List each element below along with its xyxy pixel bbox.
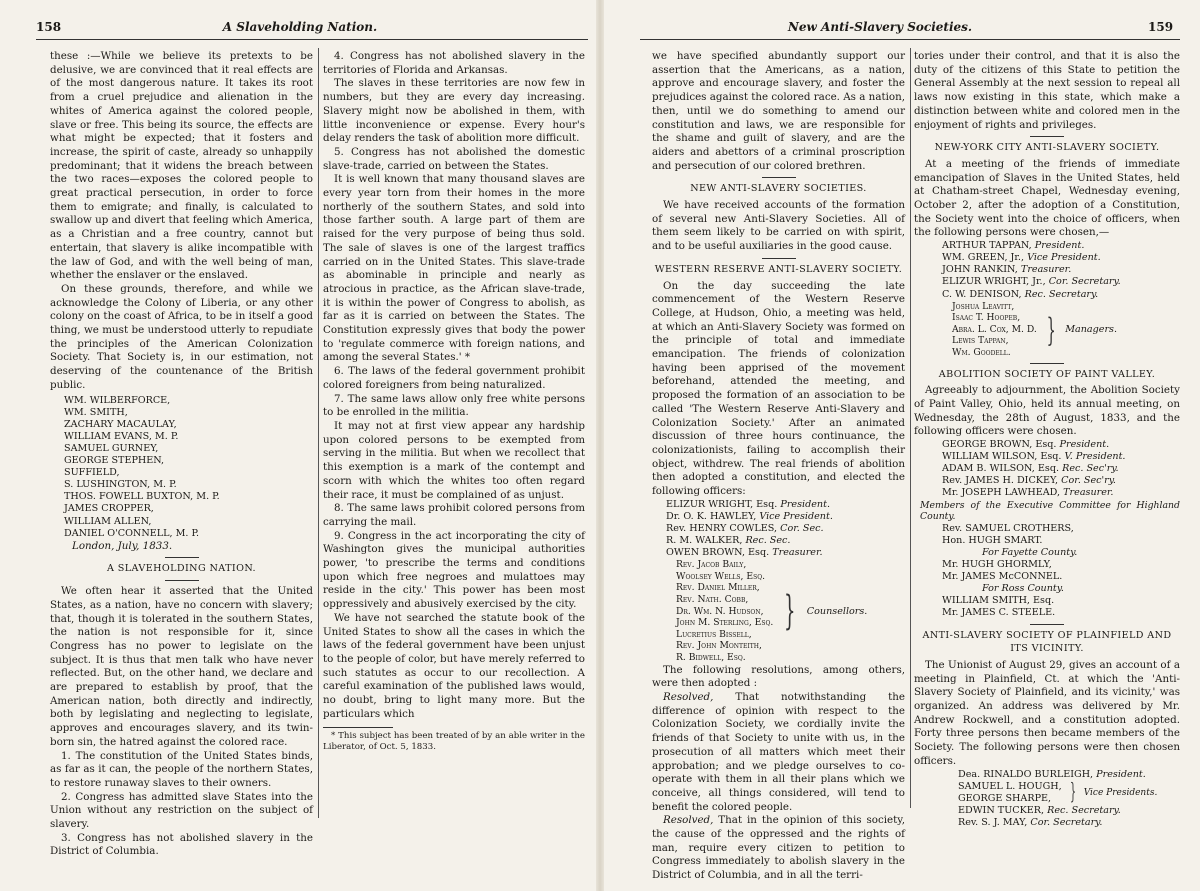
counsellor: Dr. Wm. N. Hudson, <box>676 605 764 617</box>
officer: Dr. O. K. HAWLEY, Vice President. <box>666 510 833 522</box>
officer: GEORGE SHARPE, <box>958 792 1052 804</box>
section-rule <box>1030 136 1064 137</box>
section-rule <box>1030 624 1064 625</box>
section-heading: ANTI-SLAVERY SOCIETY OF PLAINFIELD AND ITS VICINITY. <box>922 629 1172 655</box>
officer: Mr. JOSEPH LAWHEAD, Treasurer. <box>942 487 1114 499</box>
member: Rev. SAMUEL CROTHERS, <box>942 522 1074 534</box>
officer: C. W. DENISON, Rec. Secretary. <box>942 288 1099 300</box>
paragraph: 2. Congress has admitted slave States into the Union without any restriction on the subject of slavery. <box>50 790 313 831</box>
counsellor: R. Bidwell, Esq. <box>676 652 746 664</box>
right-column-1 <box>652 50 905 883</box>
signer: S. LUSHINGTON, M. P. <box>64 479 177 491</box>
paragraph: Resolved, That in the opinion of this society, the cause of the oppressed and the rights of man, require every citizen to petition to Congress immediately to abolish slavery in the District of Columbia, and in all the terri- <box>652 814 905 882</box>
officer-list <box>914 769 1180 829</box>
paragraph: 3. Congress has not abolished slavery in the District of Columbia. <box>50 831 313 858</box>
paragraph: 7. The same laws allow only free white persons to be enrolled in the militia. <box>323 392 585 419</box>
column-divider <box>318 48 319 818</box>
manager: Lewis Tappan, <box>952 335 1009 347</box>
paragraph: We often hear it asserted that the United States, as a nation, have no concern with slavery; that, though it is tolerated in the southern States, the nation is not responsible for it, since Congress has no power to legislate on the subject. It is thus that men talk who have never reflected. But, on the other hand, we declare and are prepared to establish by proof, that the American nation, both directly and indirectly, both by legislating and neglecting to legislate, approves and encourages slavery, and its twin-born sin, the hatred against the colored race. <box>50 585 313 748</box>
manager: Joshua Leavitt, <box>952 300 1015 312</box>
paragraph: The slaves in these territories are now few in numbers, but they are every day increasing. Slavery might now be abolished in them, with little inconvenience or expense. Every hour's delay renders the task of abolition more difficult. <box>323 77 585 145</box>
paragraph: 9. Congress in the act incorporating the city of Washington gives the municipal authorities power, 'to prescribe the terms and conditions upon which free negroes and mulattoes may reside in the city.' This power has been most oppressively and abusively exercised by the city. <box>323 529 585 611</box>
officer-list <box>914 240 1180 300</box>
member: Mr. HUGH GHORMLY, <box>942 559 1052 571</box>
paragraph: these :—While we believe its pretexts to be delusive, we are convinced that it real effects are of the most dangerous nature. It takes its root from a cruel prejudice and alienation in the whites of America against the colored people, slave or free. This being its source, the effects are what might be expected; that it fosters and increase, the spirit of caste, already so unhappily predominant; that it widens the breach between the two races—exposes the colored people to great practical persecution, in order to force them to emigrate; and finally, is calculated to swallow up and divert that feeling which America, as a Christian and a free country, cannot but entertain, that slavery is alike incompatible with the law of God, and with the well being of man, whether the enslaver or the enslaved. <box>50 50 313 282</box>
signer: WM. WILBERFORCE, <box>64 394 171 406</box>
counsellor: Rev. Nath. Cobb, <box>676 594 749 606</box>
header-rule <box>36 39 588 40</box>
officer: Rev. S. J. MAY, Cor. Secretary. <box>958 816 1103 828</box>
paragraph: Resolved, That notwithstanding the difference of opinion with respect to the Colonization Society, we cordially invite the friends of that Society to unite with us, in the prosecution of all matters which meet their approbation; and we pledge ourselves to co-operate with them in all their plans which we conceive, all things considered, will tend to benefit the colored people. <box>652 691 905 813</box>
paragraph: 4. Congress has not abolished slavery in the territories of Florida and Arkansas. <box>323 50 585 76</box>
running-head: New Anti-Slavery Societies. <box>787 20 973 34</box>
paragraph: tories under their control, and that it is also the duty of the citizens of this State to petition the General Assembly at the next session to repeal all laws now existing in this state, which make a distinction between white and colored men in the enjoyment of rights and privileges. <box>914 50 1180 131</box>
right-page <box>600 0 1200 891</box>
committee-list <box>914 523 1180 620</box>
officer: ADAM B. WILSON, Esq. Rec. Sec'ry. <box>942 463 1119 475</box>
counsellor: Woolsey Wells, Esq. <box>676 570 766 582</box>
brace-mark: } <box>1069 779 1076 805</box>
section-rule <box>1030 363 1064 364</box>
paragraph: The following resolutions, among others, were then adopted : <box>652 663 905 690</box>
manager: Abra. L. Cox, M. D. <box>952 323 1037 335</box>
signer: SUFFIELD, <box>64 467 120 479</box>
counsellors-label: Counsellors. <box>806 605 868 617</box>
section-rule <box>762 258 796 259</box>
manager: Isaac T. Hoopeb, <box>952 312 1021 324</box>
member: WILLIAM SMITH, Esq. <box>942 595 1055 607</box>
section-heading: NEW-YORK CITY ANTI-SLAVERY SOCIETY. <box>934 142 1160 154</box>
officer: OWEN BROWN, Esq. Treasurer. <box>666 547 823 559</box>
brace-mark: } <box>1046 310 1056 349</box>
officer: ELIZUR WRIGHT, Esq. President. <box>666 498 830 510</box>
officer: Rev. JAMES H. DICKEY, Cor. Sec'ry. <box>942 475 1116 487</box>
officer: R. M. WALKER, Rec. Sec. <box>666 535 791 547</box>
counsellor: John M. Sterling, Esq. <box>676 617 774 629</box>
paragraph: 1. The constitution of the United States binds, as far as it can, the people of the northern States, to restore runaway slaves to their owners. <box>50 749 313 789</box>
page-number: 159 <box>1148 20 1174 34</box>
manager-group <box>914 301 1180 359</box>
signer: WILLIAM EVANS, M. P. <box>64 430 179 442</box>
officer-list <box>652 499 905 559</box>
section-heading: A SLAVEHOLDING NATION. <box>107 563 256 575</box>
footnote: * This subject has been treated of by an able writer in the Liberator, of Oct. 5, 1833. <box>323 731 585 753</box>
signer: THOS. FOWELL BUXTON, M. P. <box>64 491 220 503</box>
manager-list <box>952 301 1037 359</box>
vice-president-group <box>958 781 1180 805</box>
paragraph: 5. Congress has not abolished the domestic slave-trade, carried on between the States. <box>323 145 585 172</box>
officer: JOHN RANKIN, Treasurer. <box>942 264 1072 276</box>
paragraph: The Unionist of August 29, gives an account of a meeting in Plainfield, Ct. at which the 'Anti-Slavery Society of Plainfield, and its vicinity,' was organized. An address was delivered by Mr. Andrew Rockwell, and a constitution adopted. Forty three persons then became members of the Society. The following persons were then chosen officers. <box>914 658 1180 767</box>
paragraph: At a meeting of the friends of immediate emancipation of Slaves in the United States, held at Chatham-street Chapel, Wednesday evening, October 2, after the adoption of a Constitution, the Society went into the choice of officers, when the following persons were chosen,— <box>914 157 1180 239</box>
officer: Rev. HENRY COWLES, Cor. Sec. <box>666 522 824 534</box>
section-rule <box>762 177 796 178</box>
signer: DANIEL O'CONNELL, M. P. <box>64 527 200 539</box>
signer: SAMUEL GURNEY, <box>64 442 159 454</box>
officer-list <box>914 439 1180 499</box>
left-column-1 <box>50 50 313 859</box>
left-column-2 <box>323 50 585 753</box>
member: Hon. HUGH SMART. <box>942 534 1043 546</box>
managers-label: Managers. <box>1065 323 1118 335</box>
paragraph: We have received accounts of the formation of several new Anti-Slavery Societies. All of them seem likely to be carried on with spirit, and to be useful auxiliaries in the good cause. <box>652 199 905 253</box>
section-heading: ABOLITION SOCIETY OF PAINT VALLEY. <box>938 368 1156 380</box>
signer: JAMES CROPPER, <box>64 503 154 515</box>
officer: Dea. RINALDO BURLEIGH, President. <box>958 768 1146 780</box>
officer: WM. GREEN, Jr., Vice President. <box>942 252 1101 264</box>
signer: WM. SMITH, <box>64 406 128 418</box>
officer: GEORGE BROWN, Esq. President. <box>942 439 1110 451</box>
counsellor: Rev. John Monteith, <box>676 640 762 652</box>
signer: GEORGE STEPHEN, <box>64 455 165 467</box>
paragraph: 8. The same laws prohibit colored persons from carrying the mail. <box>323 502 585 528</box>
county-label: For Fayette County. <box>982 546 1078 558</box>
right-column-2 <box>914 50 1180 829</box>
footnote-rule <box>323 727 393 728</box>
committee-label: Members of the Executive Committee for Highland County. <box>920 499 1180 523</box>
manager: Wm. Goodell. <box>952 346 1011 358</box>
brace-mark: } <box>784 588 796 635</box>
column-divider <box>910 48 911 808</box>
dateline: London, July, 1833. <box>72 539 173 552</box>
paragraph: 6. The laws of the federal government prohibit colored foreigners from being naturalized. <box>323 365 585 391</box>
signer: WILLIAM ALLEN, <box>64 515 152 527</box>
officer: ELIZUR WRIGHT, Jr., Cor. Secretary. <box>942 276 1121 288</box>
officer: EDWIN TUCKER, Rec. Secretary. <box>958 804 1121 816</box>
section-rule <box>165 557 199 558</box>
paragraph: Agreeably to adjournment, the Abolition Society of Paint Valley, Ohio, held its annual meeting, on Wednesday, the 28th of August, 1833, and the following officers were chosen. <box>914 384 1180 438</box>
officer: ARTHUR TAPPAN, President. <box>942 240 1085 252</box>
paragraph: We have not searched the statute book of the United States to show all the cases in which the laws of the federal government have been unjust to the people of color, but have merely referred to such statutes as occur to our recollection. A careful examination of the published laws would, no doubt, bring to light many more. But the particulars which <box>323 611 585 720</box>
section-rule <box>165 580 199 581</box>
section-heading: WESTERN RESERVE ANTI-SLAVERY SOCIETY. <box>654 263 903 275</box>
county-label: For Ross County. <box>982 583 1064 595</box>
counsellor-group <box>652 559 905 663</box>
running-head: A Slaveholding Nation. <box>222 20 378 34</box>
section-heading: NEW ANTI-SLAVERY SOCIETIES. <box>690 183 867 195</box>
paragraph: It is well known that many thousand slaves are every year torn from their homes in the more northerly of the southern States, and sold into those farther south. A large part of them are raised for the very purpose of being thus sold. The sale of slaves is one of the largest traffics carried on in the United States. This slave-trade as abominable in principle and nearly as atrocious in practice, as the African slave-trade, it is within the power of Congress to abolish, as far as it is carried on between the States. The Constitution expressly gives that body the power to 'regulate commerce with foreign nations, and among the several States.' * <box>323 173 585 364</box>
officer: SAMUEL L. HOUGH, <box>958 780 1062 792</box>
officer: WILLIAM WILSON, Esq. V. President. <box>942 451 1126 463</box>
counsellor-list <box>676 559 773 663</box>
member: Mr. JAMES McCONNEL. <box>942 571 1063 583</box>
counsellor: Lucretius Bissell, <box>676 628 752 640</box>
counsellor: Rev. Jacob Baily, <box>676 559 747 571</box>
counsellor: Rev. Daniel Miller, <box>676 582 760 594</box>
paragraph: On the day succeeding the late commencement of the Western Reserve College, at Hudson, Ohio, a meeting was held, at which an Anti-Slavery Society was formed on the principle of total and immediate emancipation. The friends of colonization having been apprised of the movement beforehand, attended the meeting, and proposed the formation of an association to be called 'The Western Reserve Anti-Slavery and Colonization Society.' After an animated discussion of three hours continuance, the colonizationists, failing to accomplish their object, withdrew. The real friends of abolition then adopted a constitution, and elected the following officers: <box>652 279 905 498</box>
signer: ZACHARY MACAULAY, <box>64 418 177 430</box>
paragraph: On these grounds, therefore, and while we acknowledge the Colony of Liberia, or any other colony on the coast of Africa, to be in itself a good thing, we must be understood utterly to repudiate the principles of the American Colonization Society. That Society is, in our estimation, not deserving of the countenance of the British public. <box>50 282 313 391</box>
page-number: 158 <box>36 20 62 34</box>
paragraph: we have specified abundantly support our assertion that the Americans, as a nation, approve and encourage slavery, and foster the prejudices against the colored race. As a nation, then, until we do something to amend our constitution and laws, we are responsible for the shame and guilt of slavery, and are the aiders and abettors of a criminal proscription and persecution of our colored brethren. <box>652 50 905 172</box>
header-rule <box>640 39 1180 40</box>
signer-list <box>50 395 313 540</box>
paragraph: It may not at first view appear any hardship upon colored persons to be exempted from serving in the militia. But when we recollect that this exemption is a mark of the contempt and scorn with which the whites too often regard their race, it must be complained of as unjust. <box>323 419 585 501</box>
vice-presidents-label: Vice Presidents. <box>1083 787 1158 798</box>
member: Mr. JAMES C. STEELE. <box>942 607 1056 619</box>
